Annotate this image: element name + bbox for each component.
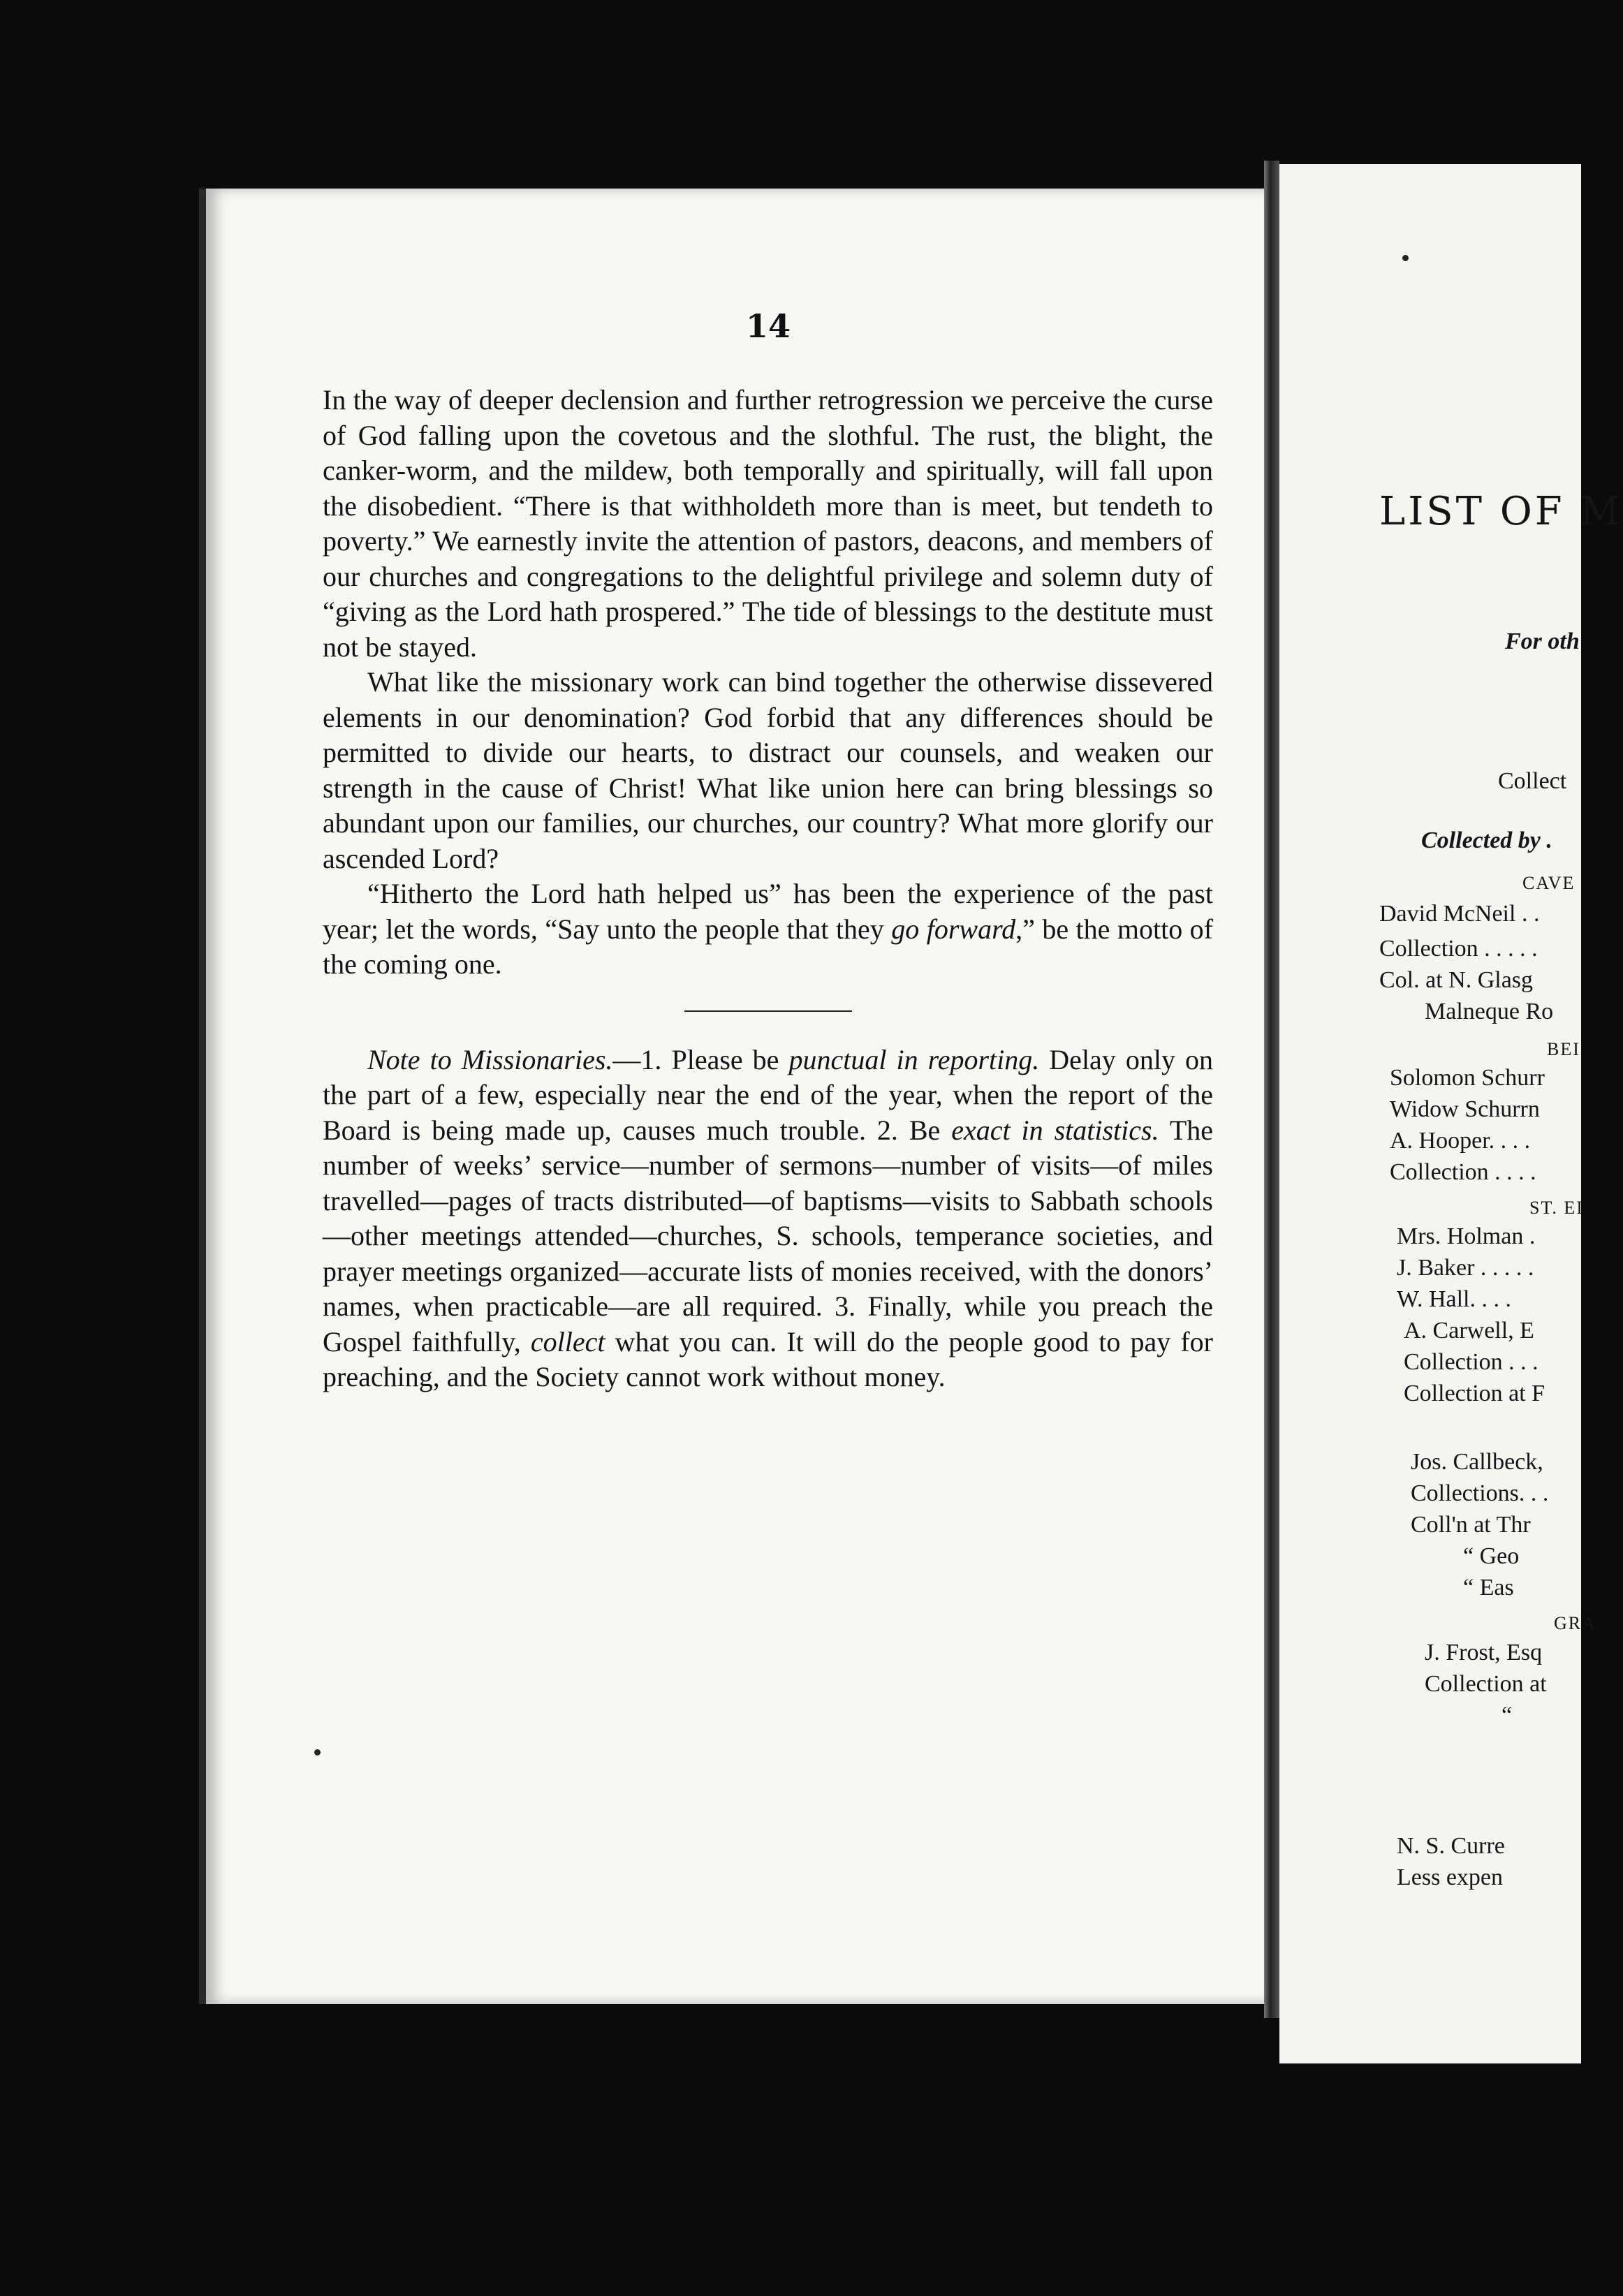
paragraph-3-text-b: ,” be the motto of the coming one. (323, 913, 1213, 980)
right-line: Collection . . . . (1390, 1159, 1536, 1185)
right-line: “ (1501, 1702, 1513, 1728)
right-line: Jos. Callbeck, (1411, 1449, 1543, 1475)
right-line: “ Eas (1463, 1575, 1514, 1600)
right-line: “ Geo (1463, 1543, 1520, 1569)
right-line: CAVE (1522, 873, 1576, 893)
right-line: Coll'n at Thr (1411, 1512, 1531, 1538)
note-emphasis-2: exact in statistics. (951, 1114, 1159, 1146)
right-line: Collection . . . (1404, 1349, 1538, 1375)
right-line: Col. at N. Glasg (1379, 967, 1534, 993)
right-line: Collection at (1425, 1671, 1547, 1697)
right-line: J. Frost, Esq (1425, 1640, 1543, 1665)
left-page-text (323, 383, 1213, 1395)
note-text-2: Delay only on the part of a few, especially near the end of the year, when the report of the Board is being made up, causes much trouble. 2. Be (323, 1043, 1213, 1146)
paragraph-3 (323, 876, 1213, 983)
right-line: For oth (1505, 628, 1580, 654)
right-line: A. Carwell, E (1404, 1318, 1534, 1344)
right-line: Solomon Schurr (1390, 1065, 1545, 1091)
right-line: BEI (1547, 1039, 1580, 1059)
note-heading: Note to Missionaries. (367, 1043, 613, 1075)
right-line: Widow Schurrn (1390, 1096, 1540, 1122)
right-line: W. Hall. . . . (1397, 1286, 1512, 1312)
right-line: Collection at F (1404, 1381, 1545, 1406)
note-to-missionaries (323, 1043, 1213, 1395)
right-line: Mrs. Holman . (1397, 1223, 1536, 1249)
right-line: A. Hooper. . . . (1390, 1128, 1531, 1154)
paragraph-3-text-a: “Hitherto the Lord hath helped us” has been the experience of the past year; let the words, “Say unto the people that they (323, 878, 1213, 945)
section-divider (684, 1010, 852, 1012)
right-line: David McNeil . . (1379, 901, 1540, 927)
paragraph-1: In the way of deeper declension and further retrogression we perceive the curse of God falling upon the covetous and the slothful. The rust, the blight, the canker-worm, and the mildew, both temporally and spiritually, will fall upon the disobedient. “There is that withholdeth more than is meet, but tendeth to poverty.” We earnestly invite the attention of pastors, deacons, and members of our churches and congregations to the delightful privilege and solemn duty of “giving as the Lord hath prospered.” The tide of blessings to the destitute must not be stayed. (323, 384, 1213, 663)
right-line: Less expen (1397, 1864, 1504, 1890)
right-line: Collection . . . . . (1379, 936, 1538, 962)
book-gutter (1264, 161, 1279, 2018)
right-line: Malneque Ro (1425, 999, 1554, 1024)
page-number: 14 (745, 307, 791, 345)
right-line: ST. EI (1529, 1198, 1584, 1218)
note-text-1: —1. Please be (612, 1043, 789, 1075)
right-line: N. S. Curre (1397, 1833, 1505, 1859)
note-emphasis-3: collect (530, 1325, 605, 1357)
note-emphasis-1: punctual in reporting. (788, 1043, 1040, 1075)
right-line: Collect (1498, 768, 1567, 794)
right-line: Collections. . . (1411, 1480, 1549, 1506)
right-line: GRA (1554, 1613, 1596, 1633)
ink-speck (1402, 255, 1409, 261)
note-text-3: The number of weeks’ service—number of sermons—number of visits—of miles travelled—pages of tracts distributed—of baptisms—visits to Sabbath schools—other meetings attended—churches, S. schools, temperance societies, and prayer meetings organized—accurate lists of monies received, with the donors’ names, when practicable—are all required. 3. Finally, while you preach the Gospel faithfully, (323, 1114, 1214, 1357)
right-line: J. Baker . . . . . (1397, 1255, 1534, 1281)
paragraph-2: What like the missionary work can bind together the otherwise dissevered elements in our denomination? God forbid that any differences should be permitted to divide our hearts, to distract our counsels, and weaken our strength in the cause of Christ! What like union here can bring blessings so abundant upon our families, our churches, our country? What more glorify our ascended Lord? (323, 666, 1213, 874)
go-forward-emphasis: go forward (891, 913, 1016, 945)
right-page-title: LIST OF M (1379, 489, 1623, 534)
note-text-4: what you can. It will do the people good to pay for preaching, and the Society cannot work without money. (323, 1325, 1213, 1392)
right-line: Collected by . (1421, 827, 1552, 853)
ink-speck (314, 1749, 321, 1756)
